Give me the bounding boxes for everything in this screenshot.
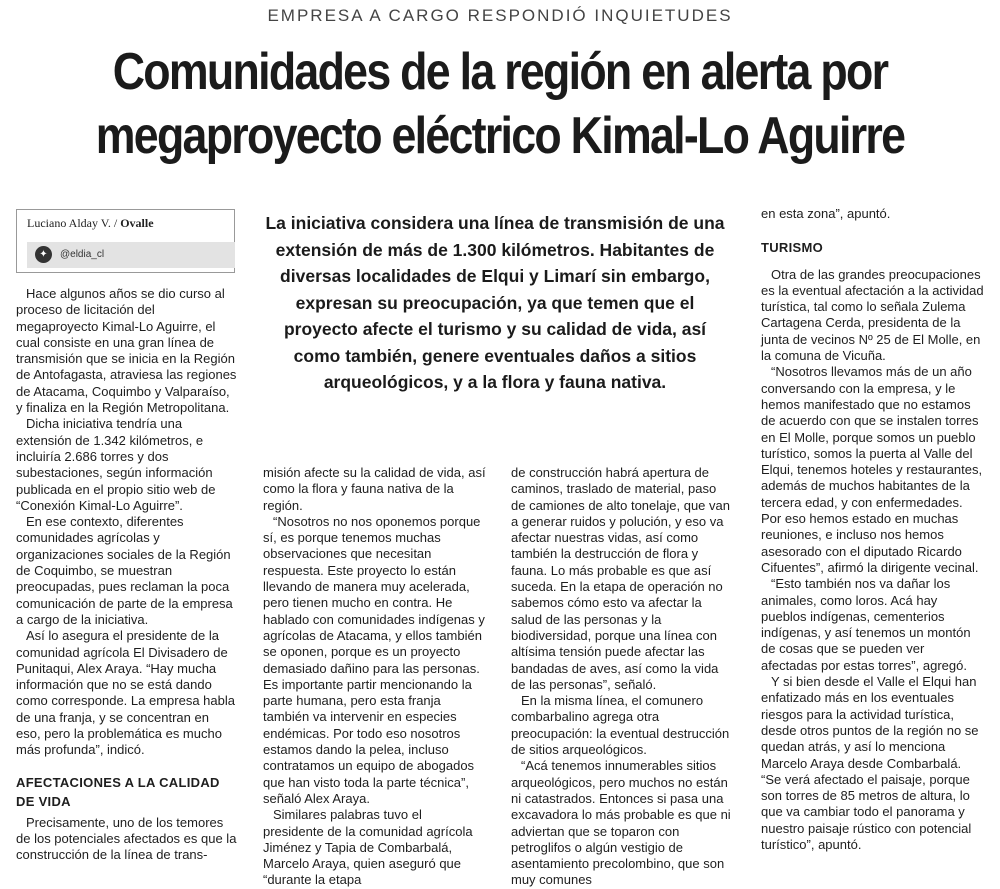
paragraph: “Nosotros no nos oponemos porque sí, es porque tenemos muchas observaciones que necesitan respuesta. Este proyecto lo están llevando de manera muy acelerada, pero tienen mucho en contra. He hablado con comunidades indígenas y agrícolas de Atacama, y ellos también se oponen, porque es un proyecto demasiado dañino para las personas. Es importante partir mencionando la parte humana, pero esta franja también va intervenir en especies endémicas. Por todo eso nosotros estamos dando la pelea, incluso contratamos un equipo de abogados que han visto toda la parte técnica”, señaló Alex Araya. — [263, 513, 485, 806]
paragraph: de construcción habrá apertura de caminos, traslado de material, paso de camiones de alto tonelaje, que van a generar ruidos y polución, y eso va afectar nuestras vidas, así como también la destrucción de flora y fauna. Lo más probable es que así suceda. En la etapa de operación no sabemos cómo esto va afectar la salud de las personas y la biodiversidad, porque una línea con altísima tensión puede afectar las bandadas de aves, así como la vida de las personas”, señaló. — [511, 465, 730, 692]
article-column-1 — [16, 286, 237, 864]
paragraph: en esta zona”, apuntó. — [761, 206, 891, 221]
twitter-handle: @eldia_cl — [60, 249, 105, 260]
paragraph: Otra de las grandes preocupaciones es la eventual afectación a la actividad turística, tal como lo señala Zulema Cartagena Cerda, presidenta de la junta de vecinos Nº 25 de El Molle, en la comuna de Vicuña. — [761, 266, 984, 364]
paragraph: Así lo asegura el presidente de la comunidad agrícola El Divisadero de Punitaqui, Alex Araya. “Hay mucha información que no se está dando como corresponde. La empresa habla de una franja, y se concentran en eso, pero la problemática es mucho más profunda”, indicó. — [16, 628, 235, 758]
subheading-turismo: TURISMO — [761, 240, 824, 256]
paragraph: “Esto también nos va dañar los animales, como loros. Acá hay pueblos indígenas, cementerios indígenas, y así tenemos un montón de cosas que se pueden ver afectadas por estas torres”, agregó. — [761, 576, 971, 673]
paragraph: misión afecte su la calidad de vida, así como la flora y fauna nativa de la región. — [263, 465, 486, 513]
byline-box — [16, 209, 235, 273]
paragraph: Dicha iniciativa tendría una extensión de 1.342 kilómetros, e incluiría 2.686 torres y dos subestaciones, según información publicada en el propio sitio web de “Conexión Kimal-Lo Aguirre”. — [16, 416, 216, 513]
byline-social-bar — [27, 242, 235, 268]
twitter-bird-icon: ✦ — [35, 246, 52, 263]
paragraph: En la misma línea, el comunero combarbalino agrega otra preocupación: la eventual destrucción de sitios arqueológicos. — [511, 693, 730, 758]
headline — [79, 40, 922, 168]
article-column-2 — [263, 465, 486, 889]
article-column-4 — [761, 206, 984, 853]
article-column-3 — [511, 465, 734, 889]
kicker: EMPRESA A CARGO RESPONDIÓ INQUIETUDES — [267, 6, 733, 25]
paragraph: “Nosotros llevamos más de un año conversando con la empresa, y le hemos manifestado que no estamos de acuerdo con que se instalen torres en El Molle, porque somos un pueblo turístico, somos la puerta al Valle del Elqui, tenemos hoteles y restaurantes, además de muchos habitantes de la tercera edad, y con enfermedades. Por eso hemos estado en muchas reuniones, e incluso nos hemos asesorado con el diputado Ricardo Cifuentes”, afirmó la dirigente vecinal. — [761, 364, 983, 575]
paragraph: En ese contexto, diferentes comunidades agrícolas y organizaciones sociales de la Región de Coquimbo, se muestran preocupadas, pues reclaman la poca comunicación de parte de la empresa a cargo de la iniciativa. — [16, 514, 233, 627]
headline-line-1: Comunidades de la región en alerta por — [112, 43, 888, 101]
headline-line-2: megaproyecto eléctrico Kimal-Lo Aguirre — [95, 107, 905, 165]
byline-location: Ovalle — [120, 216, 154, 230]
byline-author-line — [27, 216, 154, 231]
paragraph: Hace algunos años se dio curso al proceso de licitación del megaproyecto Kimal-Lo Aguirre, el cual consiste en una gran línea de transmisión que se inicia en la Región de Antofagasta, atraviesa las regiones de Atacama, Coquimbo y Valparaíso, y finaliza en la Región Metropolitana. — [16, 286, 237, 416]
paragraph: Similares palabras tuvo el presidente de la comunidad agrícola Jiménez y Tapia de Combarbalá, Marcelo Araya, quien aseguró que “durante la etapa — [263, 807, 473, 888]
byline-author: Luciano Alday V. / — [27, 216, 121, 230]
subheading-afectaciones: AFECTACIONES A LA CALIDAD DE VIDA — [16, 774, 220, 809]
lead-paragraph: La iniciativa considera una línea de transmisión de una extensión de más de 1.300 kilómetros. Habitantes de diversas localidades de Elqui y Limarí sin embargo, expresan su preocupación, ya que temen que el proyecto afecte el turismo y su calidad de vida, así como también, genere eventuales daños a sitios arqueológicos, y a la flora y fauna nativa. — [265, 213, 725, 392]
paragraph: “Acá tenemos innumerables sitios arqueológicos, pero muchos no están ni catastrados. Entonces si pasa una excavadora lo más probable es que ni adviertan que se toparon con petroglifos o algún vestigio de asentamiento precolombino, que son muy comunes — [511, 758, 731, 888]
paragraph: Y si bien desde el Valle el Elqui han enfatizado más en los eventuales riesgos para la actividad turística, desde otros puntos de la región no se quedan atrás, y así lo menciona Marcelo Araya desde Combarbalá. “Se verá afectado el paisaje, porque son torres de 85 metros de altura, lo que va cambiar todo el panorama y nuestro paisaje rústico con potencial turístico”, apuntó. — [761, 674, 979, 852]
paragraph: Precisamente, uno de los temores de los potenciales afectados es que la construcción de la línea de trans- — [16, 814, 237, 863]
